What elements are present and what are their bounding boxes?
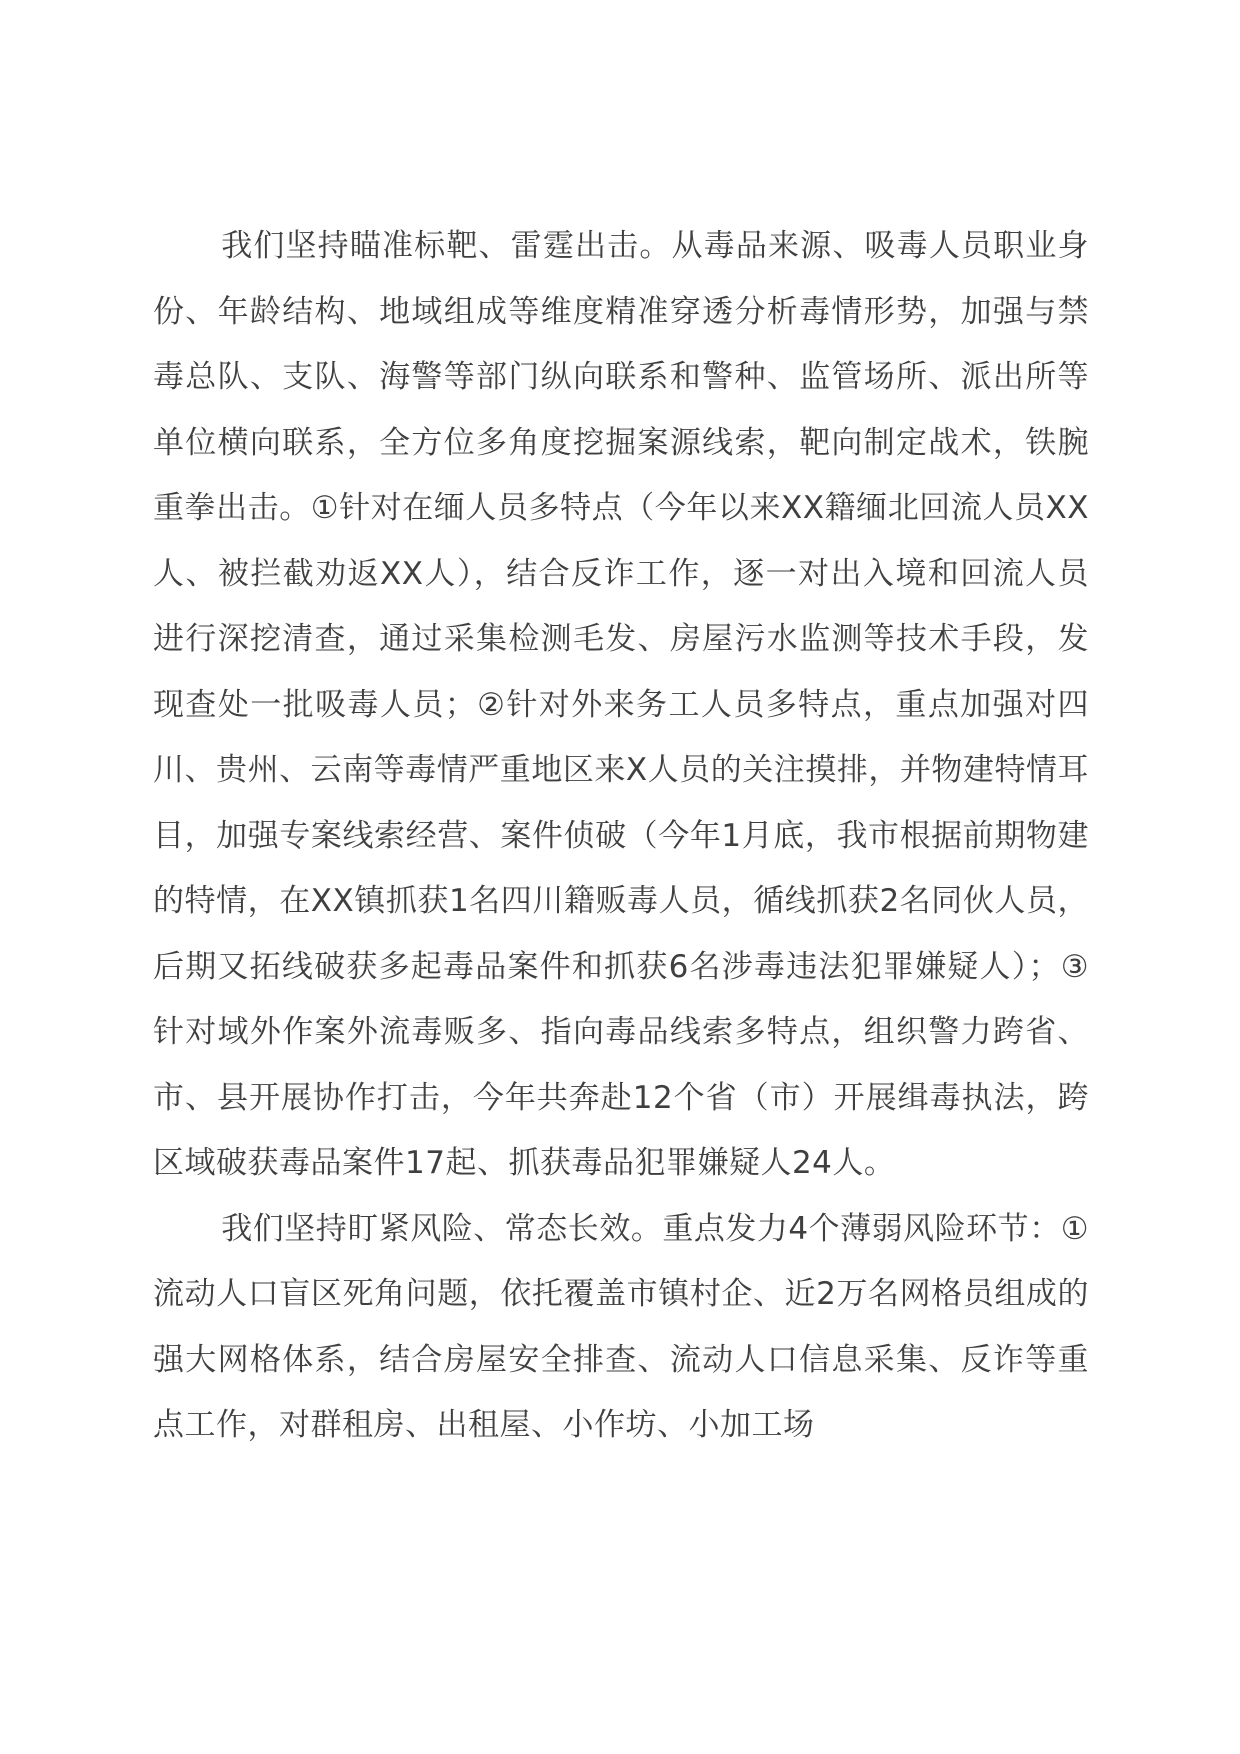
paragraph-targeted-strike: 我们坚持瞄准标靶、雷霆出击。从毒品来源、吸毒人员职业身份、年龄结构、地域组成等维度精准穿透分析毒情形势，加强与禁毒总队、支队、海警等部门纵向联系和警种、监管场所、派出所等单位横向联系，全方位多角度挖掘案源线索，靶向制定战术，铁腕重拳出击。①针对在缅人员多特点（今年以来XX籍缅北回流人员XX人、被拦截劝返XX人），结合反诈工作，逐一对出入境和回流人员进行深挖清查，通过采集检测毛发、房屋污水监测等技术手段，发现查处一批吸毒人员；②针对外来务工人员多特点，重点加强对四川、贵州、云南等毒情严重地区来X人员的关注摸排，并物建特情耳目，加强专案线索经营、案件侦破（今年1月底，我市根据前期物建的特情，在XX镇抓获1名四川籍贩毒人员，循线抓获2名同伙人员，后期又拓线破获多起毒品案件和抓获6名涉毒违法犯罪嫌疑人）；③针对域外作案外流毒贩多、指向毒品线索多特点，组织警力跨省、市、县开展协作打击，今年共奔赴12个省（市）开展缉毒执法，跨区域破获毒品案件17起、抓获毒品犯罪嫌疑人24人。: [153, 228, 1089, 1181]
paragraph-risk-control: 我们坚持盯紧风险、常态长效。重点发力4个薄弱风险环节：①流动人口盲区死角问题，依托覆盖市镇村企、近2万名网格员组成的强大网格体系，结合房屋安全排查、流动人口信息采集、反诈等重点工作，对群租房、出租屋、小作坊、小加工场: [153, 1210, 1089, 1443]
document-body: [153, 214, 1089, 1459]
